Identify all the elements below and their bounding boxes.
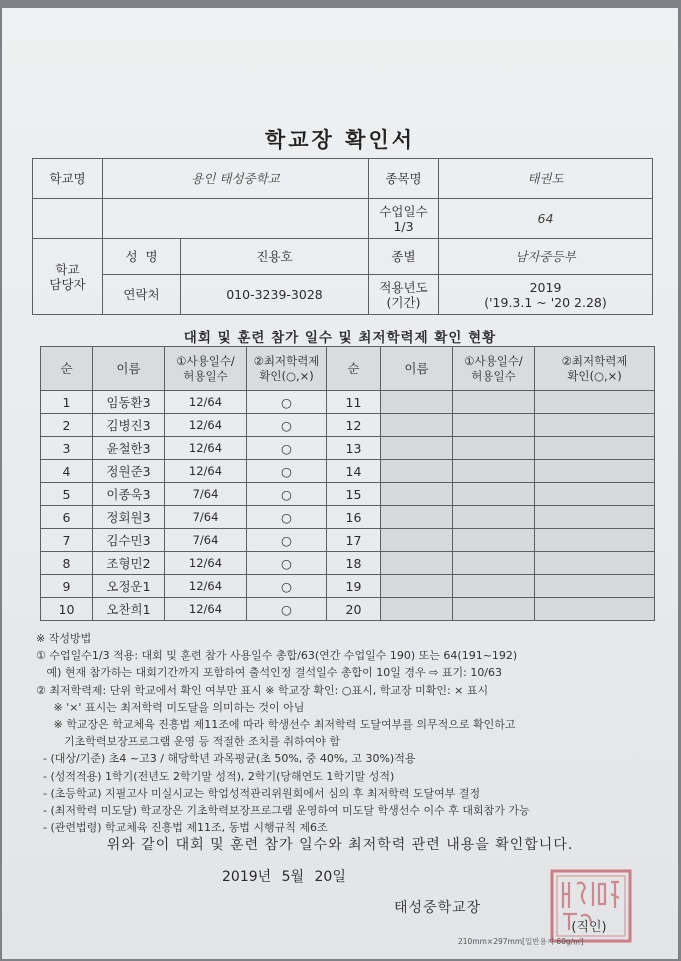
row-check-2 xyxy=(535,414,655,437)
row-num: 3 xyxy=(41,437,93,460)
manager-label: 학교 담당자 xyxy=(33,239,103,315)
note-line: - (관련법령) 학교체육 진흥법 제11조, 동법 시행규칙 제6조 xyxy=(36,821,328,835)
sport-label: 종목명 xyxy=(369,159,439,199)
row-days: 12/64 xyxy=(165,575,247,598)
row-name: 윤철한3 xyxy=(93,437,165,460)
row-name-2 xyxy=(381,529,453,552)
row-name-2 xyxy=(381,575,453,598)
seal-label: (직인) xyxy=(571,920,607,935)
row-days: 7/64 xyxy=(165,483,247,506)
row-num: 8 xyxy=(41,552,93,575)
row-name-2 xyxy=(381,483,453,506)
row-days: 12/64 xyxy=(165,414,247,437)
row-check-2 xyxy=(535,552,655,575)
row-name-2 xyxy=(381,437,453,460)
row-check-2 xyxy=(535,460,655,483)
row-check: ○ xyxy=(247,460,327,483)
row-days: 12/64 xyxy=(165,437,247,460)
row-num-2: 18 xyxy=(327,552,381,575)
note-line: ① 수업일수1/3 적용: 대회 및 훈련 참가 사용일수 총합/63(연간 수업일수 190) 또는 64(191~192) xyxy=(36,649,518,663)
row-check-2 xyxy=(535,598,655,621)
contact-label: 연락처 xyxy=(103,275,181,315)
row-name-2 xyxy=(381,414,453,437)
row-name-2 xyxy=(381,391,453,414)
row-check: ○ xyxy=(247,437,327,460)
row-num: 4 xyxy=(41,460,93,483)
table-row xyxy=(41,483,655,506)
row-days: 12/64 xyxy=(165,460,247,483)
row-check: ○ xyxy=(247,598,327,621)
row-num-2: 15 xyxy=(327,483,381,506)
row-num-2: 16 xyxy=(327,506,381,529)
category-label: 종별 xyxy=(369,239,439,275)
document-title: 학교장 확인서 xyxy=(264,128,416,152)
row-name: 정회원3 xyxy=(93,506,165,529)
row-days-2 xyxy=(453,414,535,437)
school-value: 용인 태성중학교 xyxy=(103,159,369,199)
note-line: ※ 학교장은 학교체육 진흥법 제11조에 따라 학생선수 최저학력 도달여부를 의무적으로 확인하고 xyxy=(36,718,516,732)
header-name-2: 이름 xyxy=(381,347,453,391)
row-check: ○ xyxy=(247,414,327,437)
row-num-2: 14 xyxy=(327,460,381,483)
row-num: 6 xyxy=(41,506,93,529)
row-check-2 xyxy=(535,506,655,529)
row-name: 이종욱3 xyxy=(93,483,165,506)
row-num-2: 19 xyxy=(327,575,381,598)
row-check: ○ xyxy=(247,529,327,552)
row-check: ○ xyxy=(247,506,327,529)
confirm-text: 위와 같이 대회 및 훈련 참가 일수와 최저학력 관련 내용을 확인합니다. xyxy=(106,837,574,853)
header-check: ②최저학력제 확인(○,×) xyxy=(247,347,327,391)
row-num: 10 xyxy=(41,598,93,621)
row-days: 7/64 xyxy=(165,506,247,529)
note-line: ※ '×' 표시는 최저학력 미도달을 의미하는 것이 아님 xyxy=(36,700,305,714)
participation-table xyxy=(40,346,655,621)
table-row xyxy=(41,391,655,414)
row-name: 임동환3 xyxy=(93,391,165,414)
table-row xyxy=(41,575,655,598)
paper-size-footer: 210mm×297mm[일반용지 60g/㎡] xyxy=(458,937,584,946)
category-value: 남자중등부 xyxy=(439,239,653,275)
note-line: - (최저학력 미도달) 학교장은 기초학력보장프로그램 운영하여 미도달 학생선수 이수 후 대회참가 가능 xyxy=(36,804,530,818)
note-line: - (대상/기준) 초4 ~고3 / 해당학년 과목평균(초 50%, 중 40%, 고 30%)적용 xyxy=(36,752,416,766)
row-days-2 xyxy=(453,483,535,506)
row-days-2 xyxy=(453,575,535,598)
row-check-2 xyxy=(535,529,655,552)
row-days: 12/64 xyxy=(165,552,247,575)
row-num: 5 xyxy=(41,483,93,506)
row-check: ○ xyxy=(247,391,327,414)
school-seal-stamp xyxy=(549,868,633,944)
row-name: 정원준3 xyxy=(93,460,165,483)
row-num: 1 xyxy=(41,391,93,414)
header-num-2: 순 xyxy=(327,347,381,391)
row-num-2: 17 xyxy=(327,529,381,552)
row-num: 9 xyxy=(41,575,93,598)
document-page xyxy=(2,8,678,959)
principal-name: 태성중학교장 xyxy=(394,900,482,916)
row-num-2: 20 xyxy=(327,598,381,621)
row-days-2 xyxy=(453,552,535,575)
header-days: ①사용일수/ 허용일수 xyxy=(165,347,247,391)
row-num-2: 12 xyxy=(327,414,381,437)
row-check: ○ xyxy=(247,575,327,598)
year-label: 적용년도 (기간) xyxy=(369,275,439,315)
note-line: ② 최저학력제: 단위 학교에서 확인 여부만 표시 ※ 학교장 확인: ○표시, 학교장 미확인: × 표시 xyxy=(36,683,489,697)
name-label: 성 명 xyxy=(103,239,181,275)
row-name-2 xyxy=(381,552,453,575)
note-line: 기초학력보장프로그램 운영 등 적절한 조치를 취하여야 함 xyxy=(36,735,340,749)
date-year: 2019년 xyxy=(222,869,272,885)
row-num-2: 11 xyxy=(327,391,381,414)
row-check-2 xyxy=(535,483,655,506)
note-line: ※ 작성방법 xyxy=(36,632,92,645)
note-line: - (성적적용) 1학기(전년도 2학기말 성적), 2학기(당해연도 1학기말 성적) xyxy=(36,769,395,783)
row-days-2 xyxy=(453,460,535,483)
signing-date xyxy=(222,866,346,886)
row-check: ○ xyxy=(247,483,327,506)
note-line: - (초등학교) 지필고사 미실시교는 학업성적관리위원회에서 심의 후 최저학력 도달여부 결정 xyxy=(36,786,481,800)
header-name: 이름 xyxy=(93,347,165,391)
school-info-table xyxy=(32,158,653,315)
row-num: 2 xyxy=(41,414,93,437)
name-value: 진용호 xyxy=(181,239,369,275)
row-name-2 xyxy=(381,506,453,529)
school-label: 학교명 xyxy=(33,159,103,199)
row-name-2 xyxy=(381,598,453,621)
row-check: ○ xyxy=(247,552,327,575)
row-days: 7/64 xyxy=(165,529,247,552)
date-day: 20일 xyxy=(314,869,346,885)
row-name: 김병진3 xyxy=(93,414,165,437)
row-days-2 xyxy=(453,506,535,529)
row-name: 오찬희1 xyxy=(93,598,165,621)
row-name-2 xyxy=(381,460,453,483)
year-value: 2019 ('19.3.1 ~ '20 2.28) xyxy=(439,275,653,315)
table-row xyxy=(41,437,655,460)
table-row xyxy=(41,414,655,437)
row-name: 오정운1 xyxy=(93,575,165,598)
note-line: 예) 현재 참가하는 대회기간까지 포함하여 출석인정 결석일수 총합이 10일 경우 ⇨ 표기: 10/63 xyxy=(36,666,503,680)
header-num: 순 xyxy=(41,347,93,391)
row-days-2 xyxy=(453,391,535,414)
row-days: 12/64 xyxy=(165,598,247,621)
contact-value: 010-3239-3028 xyxy=(181,275,369,315)
table-row xyxy=(41,460,655,483)
row-check-2 xyxy=(535,391,655,414)
days-label: 수업일수 1/3 xyxy=(369,199,439,239)
row-days-2 xyxy=(453,529,535,552)
sport-value: 태권도 xyxy=(439,159,653,199)
table-row xyxy=(41,552,655,575)
row-name: 김수민3 xyxy=(93,529,165,552)
table-row xyxy=(41,529,655,552)
row-days-2 xyxy=(453,598,535,621)
row-check-2 xyxy=(535,437,655,460)
row-name: 조형민2 xyxy=(93,552,165,575)
days-value: 64 xyxy=(439,199,653,239)
table-caption: 대회 및 훈련 참가 일수 및 최저학력제 확인 현황 xyxy=(183,330,497,346)
header-days-2: ①사용일수/ 허용일수 xyxy=(453,347,535,391)
table-row xyxy=(41,598,655,621)
table-row xyxy=(41,506,655,529)
header-check-2: ②최저학력제 확인(○,×) xyxy=(535,347,655,391)
row-num-2: 13 xyxy=(327,437,381,460)
date-month: 5월 xyxy=(281,869,305,885)
notes-section xyxy=(36,630,646,836)
row-days: 12/64 xyxy=(165,391,247,414)
row-num: 7 xyxy=(41,529,93,552)
row-days-2 xyxy=(453,437,535,460)
row-check-2 xyxy=(535,575,655,598)
